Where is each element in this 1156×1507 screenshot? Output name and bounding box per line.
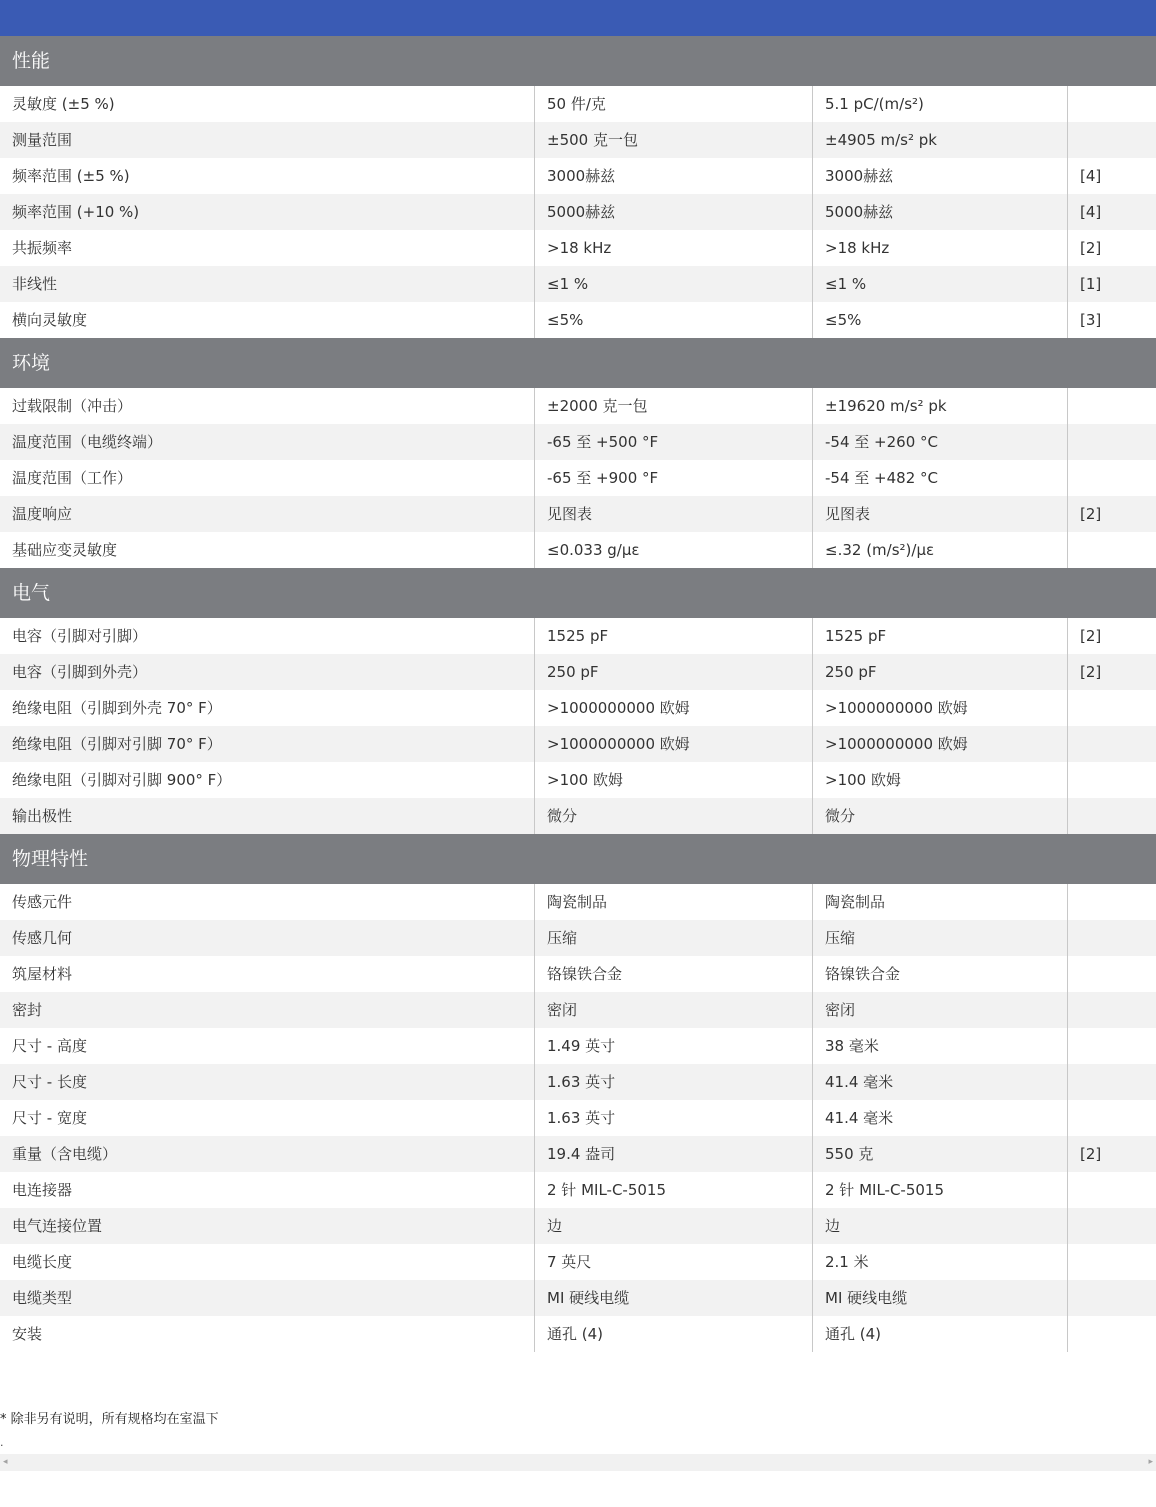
section-header: 物理特性 [0,834,1156,884]
spec-name: 灵敏度 (±5 %) [12,95,115,113]
spec-value-imperial: 2 针 MIL-C-5015 [534,1172,812,1208]
spec-name: 电容（引脚对引脚） [12,627,148,645]
table-row [0,884,1156,920]
spec-value-imperial: 1.63 英寸 [534,1064,812,1100]
spec-value-imperial: >100 欧姆 [534,762,812,798]
spec-note [1067,1064,1156,1100]
spec-name: 电连接器 [12,1181,73,1199]
spec-value-metric: >1000000000 欧姆 [812,690,1067,726]
spec-value-imperial: ±2000 克一包 [534,388,812,424]
spec-value-metric: ±19620 m/s² pk [812,388,1067,424]
spec-note: [4] [1067,158,1156,194]
table-row [0,302,1156,338]
spec-value-imperial: 通孔 (4) [534,1316,812,1352]
table-row [0,230,1156,266]
spec-note [1067,1208,1156,1244]
table-row [0,762,1156,798]
spec-value-metric: ±4905 m/s² pk [812,122,1067,158]
spec-value-imperial: 1.63 英寸 [534,1100,812,1136]
spec-value-metric: 边 [812,1208,1067,1244]
spec-value-imperial: 250 pF [534,654,812,690]
spec-value-metric: 5000赫兹 [812,194,1067,230]
spec-note [1067,726,1156,762]
section-header: 性能 [0,36,1156,86]
table-row [0,992,1156,1028]
spec-note [1067,460,1156,496]
spec-name: 温度范围（工作） [12,469,133,487]
table-row [0,424,1156,460]
spec-name: 基础应变灵敏度 [12,541,118,559]
spec-note [1067,1172,1156,1208]
top-banner [0,0,1156,36]
table-row [0,1316,1156,1352]
spec-note [1067,956,1156,992]
spec-name: 尺寸 - 长度 [12,1073,87,1091]
spec-value-imperial: 陶瓷制品 [534,884,812,920]
table-row [0,654,1156,690]
footnote: * 除非另有说明，所有规格均在室温下 [0,1412,219,1427]
spec-name: 频率范围 (±5 %) [12,167,130,185]
table-row [0,388,1156,424]
spec-value-imperial: 50 件/克 [534,86,812,122]
spec-note [1067,1028,1156,1064]
spec-value-imperial: ≤1 % [534,266,812,302]
spec-value-metric: 2.1 米 [812,1244,1067,1280]
spec-name: 传感几何 [12,929,73,947]
spec-note: [2] [1067,618,1156,654]
spec-note: [2] [1067,496,1156,532]
spec-name: 非线性 [12,275,58,293]
spec-value-imperial: 5000赫兹 [534,194,812,230]
spec-name: 尺寸 - 高度 [12,1037,87,1055]
spec-value-metric: 密闭 [812,992,1067,1028]
spec-value-metric: 1525 pF [812,618,1067,654]
spec-name: 电容（引脚到外壳） [12,663,148,681]
spec-value-metric: >100 欧姆 [812,762,1067,798]
table-row [0,496,1156,532]
spec-note [1067,532,1156,568]
spec-note: [3] [1067,302,1156,338]
table-row [0,956,1156,992]
spec-value-metric: ≤1 % [812,266,1067,302]
spec-name: 筑屋材料 [12,965,73,983]
spec-note: [1] [1067,266,1156,302]
spec-note: [2] [1067,230,1156,266]
spec-value-metric: >18 kHz [812,230,1067,266]
table-row [0,690,1156,726]
spec-name: 传感元件 [12,893,73,911]
spec-value-imperial: ≤5% [534,302,812,338]
table-row [0,726,1156,762]
spec-value-metric: 38 毫米 [812,1028,1067,1064]
spec-name: 绝缘电阻（引脚对引脚 900° F） [12,771,232,789]
table-row [0,86,1156,122]
table-row [0,194,1156,230]
table-row [0,1028,1156,1064]
spec-note [1067,86,1156,122]
spec-value-metric: 250 pF [812,654,1067,690]
spec-value-imperial: 3000赫兹 [534,158,812,194]
spec-value-imperial: 1.49 英寸 [534,1028,812,1064]
spec-value-imperial: >1000000000 欧姆 [534,726,812,762]
table-row [0,266,1156,302]
spec-value-metric: 铬镍铁合金 [812,956,1067,992]
spec-note [1067,884,1156,920]
spec-name: 电缆类型 [12,1289,73,1307]
spec-note [1067,424,1156,460]
spec-note [1067,920,1156,956]
spec-name: 重量（含电缆） [12,1145,118,1163]
table-row [0,122,1156,158]
spec-value-imperial: MI 硬线电缆 [534,1280,812,1316]
spec-value-imperial: 7 英尺 [534,1244,812,1280]
spec-value-imperial: 微分 [534,798,812,834]
spec-note: [2] [1067,1136,1156,1172]
table-row [0,920,1156,956]
spec-note [1067,1316,1156,1352]
spec-note [1067,1280,1156,1316]
spec-value-imperial: 边 [534,1208,812,1244]
spec-name: 测量范围 [12,131,73,149]
spec-value-imperial: 1525 pF [534,618,812,654]
table-row [0,1136,1156,1172]
spec-name: 共振频率 [12,239,73,257]
spec-note [1067,122,1156,158]
spec-value-imperial: ≤0.033 g/με [534,532,812,568]
spec-note [1067,992,1156,1028]
spec-value-metric: >1000000000 欧姆 [812,726,1067,762]
spec-value-imperial: 密闭 [534,992,812,1028]
spec-name: 输出极性 [12,807,73,825]
trailing-mark: . [0,1436,4,1449]
spec-value-metric: 陶瓷制品 [812,884,1067,920]
spec-name: 绝缘电阻（引脚对引脚 70° F） [12,735,222,753]
spec-value-metric: 5.1 pC/(m/s²) [812,86,1067,122]
spec-value-imperial: 压缩 [534,920,812,956]
spec-name: 电气连接位置 [12,1217,103,1235]
spec-value-metric: 压缩 [812,920,1067,956]
horizontal-scrollbar[interactable] [0,1454,1156,1471]
section-header: 环境 [0,338,1156,388]
table-row [0,460,1156,496]
spec-note: [4] [1067,194,1156,230]
spec-name: 尺寸 - 宽度 [12,1109,87,1127]
spec-value-metric: ≤.32 (m/s²)/με [812,532,1067,568]
spec-value-metric: MI 硬线电缆 [812,1280,1067,1316]
spec-value-metric: 3000赫兹 [812,158,1067,194]
spec-note [1067,388,1156,424]
spec-value-metric: 2 针 MIL-C-5015 [812,1172,1067,1208]
spec-name: 密封 [12,1001,43,1019]
scroll-right-icon[interactable]: ▸ [1148,1457,1153,1467]
spec-value-metric: 550 克 [812,1136,1067,1172]
spec-value-metric: 见图表 [812,496,1067,532]
spec-value-imperial: 19.4 盎司 [534,1136,812,1172]
spec-name: 频率范围 (+10 %) [12,203,140,221]
spec-value-imperial: >18 kHz [534,230,812,266]
spec-value-metric: 微分 [812,798,1067,834]
spec-value-metric: ≤5% [812,302,1067,338]
spec-value-imperial: >1000000000 欧姆 [534,690,812,726]
spec-name: 温度响应 [12,505,73,523]
spec-value-imperial: ±500 克一包 [534,122,812,158]
spec-name: 横向灵敏度 [12,311,88,329]
table-row [0,1208,1156,1244]
table-row [0,1172,1156,1208]
table-row [0,1280,1156,1316]
spec-note: [2] [1067,654,1156,690]
spec-note [1067,690,1156,726]
spec-note [1067,1244,1156,1280]
spec-value-imperial: 铬镍铁合金 [534,956,812,992]
spec-value-imperial: -65 至 +900 °F [534,460,812,496]
spec-note [1067,1100,1156,1136]
table-row [0,618,1156,654]
table-row [0,1244,1156,1280]
spec-value-metric: -54 至 +482 °C [812,460,1067,496]
spec-value-metric: -54 至 +260 °C [812,424,1067,460]
spec-value-metric: 41.4 毫米 [812,1100,1067,1136]
section-header: 电气 [0,568,1156,618]
scroll-left-icon[interactable]: ◂ [3,1457,8,1467]
spec-note [1067,798,1156,834]
spec-name: 温度范围（电缆终端） [12,433,163,451]
table-row [0,158,1156,194]
spec-value-metric: 41.4 毫米 [812,1064,1067,1100]
table-row [0,532,1156,568]
spec-name: 电缆长度 [12,1253,73,1271]
spec-value-imperial: -65 至 +500 °F [534,424,812,460]
spec-name: 安装 [12,1325,43,1343]
spec-value-metric: 通孔 (4) [812,1316,1067,1352]
table-row [0,1100,1156,1136]
spec-name: 过载限制（冲击） [12,397,133,415]
table-row [0,798,1156,834]
spec-table [0,36,1156,1352]
spec-name: 绝缘电阻（引脚到外壳 70° F） [12,699,222,717]
table-row [0,1064,1156,1100]
spec-value-imperial: 见图表 [534,496,812,532]
spec-note [1067,762,1156,798]
